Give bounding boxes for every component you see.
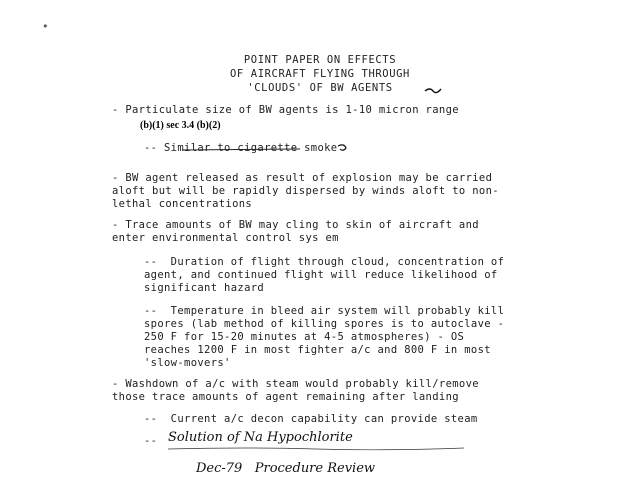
handwriting-underline — [166, 446, 466, 452]
handwritten-dash: -- — [144, 435, 158, 447]
handwritten-annotation-2: Dec-79 Procedure Review — [196, 461, 376, 476]
bullet-particle-size: - Particulate size of BW agents is 1-10 micron range — [112, 104, 459, 116]
sub-bullet-cigarette-smoke: -- Similar to cigarette smoke — [144, 142, 338, 154]
bullet-explosion-l1: - BW agent released as result of explosion may be carried — [112, 172, 493, 184]
title-line-1: POINT PAPER ON EFFECTS — [243, 54, 397, 66]
sub-bullet-decon-capability: -- Current a/c decon capability can provide steam — [144, 413, 478, 425]
sub-bullet-temperature-l1: -- Temperature in bleed air system will probably kill — [144, 305, 505, 317]
title-line-3: 'CLOUDS' OF BW AGENTS — [247, 82, 393, 94]
bullet-washdown-l2: those trace amounts of agent remaining after landing — [112, 391, 459, 403]
handwritten-annotation-1: Solution of Na Hypochlorite — [168, 430, 353, 445]
sub-bullet-duration-l1: -- Duration of flight through cloud, concentration of — [144, 256, 505, 268]
bullet-explosion-l2: aloft but will be rapidly dispersed by winds aloft to non- — [112, 185, 499, 197]
sub-bullet-temperature-l4: reaches 1200 F in most fighter a/c and 800 F in most — [144, 344, 491, 356]
bullet-trace-amounts-l1: - Trace amounts of BW may cling to skin of aircraft and — [112, 219, 479, 231]
bullet-trace-amounts-l2: enter environmental control sys em — [112, 232, 339, 244]
redaction-marking: (b)(1) sec 3.4 (b)(2) — [140, 120, 221, 131]
bullet-explosion-l3: lethal concentrations — [112, 198, 253, 210]
strikeout-mark — [180, 143, 360, 155]
bullet-washdown-l1: - Washdown of a/c with steam would probably kill/remove — [112, 378, 479, 390]
sub-bullet-temperature-l5: 'slow-movers' — [144, 357, 231, 369]
title-pen-mark — [424, 86, 442, 94]
corner-mark: • — [42, 20, 49, 33]
sub-bullet-temperature-l2: spores (lab method of killing spores is to autoclave - — [144, 318, 505, 330]
sub-bullet-temperature-l3: 250 F for 15-20 minutes at 4-5 atmospheres) - OS — [144, 331, 465, 343]
title-line-2: OF AIRCRAFT FLYING THROUGH — [230, 68, 410, 80]
sub-bullet-duration-l3: significant hazard — [144, 282, 265, 294]
sub-bullet-duration-l2: agent, and continued flight will reduce likelihood of — [144, 269, 498, 281]
